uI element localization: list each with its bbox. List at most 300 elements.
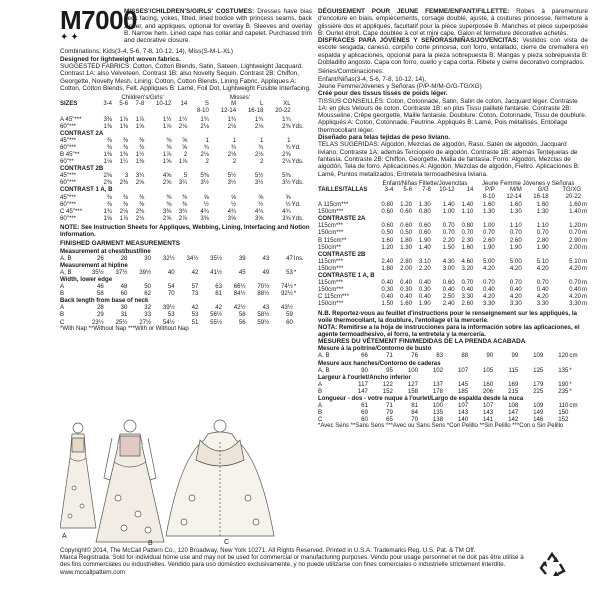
yardage-value: 2.90 <box>569 236 581 244</box>
yardage-value: ½ <box>203 200 209 208</box>
yardage-value: 5 <box>183 172 188 180</box>
measure-value: 30 <box>120 304 128 312</box>
difficulty-stars: ✦✦ <box>60 32 81 43</box>
footnote-en: *With Nap **Without Nap ***With or Without Nap <box>60 325 189 332</box>
yardage-value: 2⅛ <box>254 151 264 159</box>
cree-line: Créé pour des tissus tissés de poids léger. <box>318 90 448 98</box>
yardage-value: ⅜ <box>139 143 145 151</box>
row-label: A <box>60 304 65 312</box>
measure-value: 137 <box>432 380 444 388</box>
measure-value: 39½ <box>162 304 175 312</box>
unit-label: Yds. <box>291 158 304 166</box>
size-sub <box>172 108 188 115</box>
finished-measurements-title-en: FINISHED GARMENT MEASUREMENTS <box>60 240 181 248</box>
yardage-value: 1⅛ <box>103 158 112 166</box>
measure-value: 41½ <box>210 268 222 276</box>
section-label: CONTRASTE 2B <box>318 250 366 258</box>
row-label: 60"*** <box>60 179 77 187</box>
unit-label <box>294 311 312 318</box>
measure-value: 59 <box>286 311 293 319</box>
row-label: 60"** <box>60 158 74 166</box>
yardage-value: 2.60 <box>509 236 522 244</box>
measure-value: 76 <box>411 352 419 360</box>
measure-value: 50 <box>144 283 152 291</box>
yardage-value: ⅜ <box>122 136 129 144</box>
yardage-value: 2⅛ <box>135 214 145 222</box>
measure-value: 56½ <box>210 311 222 319</box>
yardage-value: 0.40 <box>461 286 474 294</box>
measure-value: 43 <box>262 254 270 262</box>
sizes-header-row <box>318 187 588 194</box>
unit-label <box>292 116 312 123</box>
unit-label: Yd. <box>291 143 301 151</box>
size-header: 7-8 <box>135 101 145 108</box>
size-header: 10-12 <box>156 101 172 108</box>
measure-value: 122 <box>382 380 393 388</box>
yardage-value: 3¼ <box>135 172 145 180</box>
disenado-line: Diseñado para telas tejidas de peso liviano. <box>318 134 451 142</box>
yardage-value: 1½ <box>162 115 172 123</box>
row-label: A, B <box>60 254 72 262</box>
size-header: P/P <box>485 186 495 193</box>
yardage-value: 1.20 <box>381 243 394 251</box>
measure-value: 100 <box>432 402 444 410</box>
yardage-value: 0.40 <box>482 286 495 294</box>
yardage-value: 2.30 <box>461 236 474 244</box>
unit-label: cm <box>569 352 578 360</box>
measure-value: 35½ <box>210 254 222 262</box>
row-label: B <box>60 311 65 319</box>
measure-value: 109 <box>533 402 544 410</box>
yardage-value: 1.80 <box>400 236 413 244</box>
yardage-value: 1.30 <box>536 208 549 216</box>
yardage-value: 0.70 <box>442 222 455 230</box>
section-label: CONTRAST 2A <box>60 129 104 137</box>
measure-value: 81 <box>215 290 222 298</box>
size-header: M/M <box>510 186 522 193</box>
yardage-value: 1.10 <box>509 222 522 230</box>
section-label: CONTRASTE 2A <box>318 215 366 223</box>
size-header: M <box>231 101 237 108</box>
unit-label: * <box>569 366 572 374</box>
yardage-value: 0.70 <box>482 229 495 237</box>
size-sub <box>145 108 172 115</box>
section-row <box>60 130 312 137</box>
measure-value: 45 <box>238 268 246 276</box>
yardage-value: ⅜ <box>122 143 129 151</box>
measure-value: 179 <box>533 380 544 388</box>
yardage-value: ⅜ <box>139 136 145 144</box>
yardage-value: ⅜ <box>122 193 129 201</box>
measure-value: 147 <box>357 387 368 395</box>
measure-value: 53 <box>286 268 293 276</box>
measure-value: 54 <box>167 283 175 291</box>
blank-cell <box>292 94 312 101</box>
yardage-value: 0.40 <box>381 279 394 287</box>
size-sub <box>394 194 413 201</box>
yardage-value: 0.60 <box>381 208 394 216</box>
yardage-value: 1.60 <box>569 201 581 209</box>
yardage-value: 0.60 <box>442 279 455 287</box>
yardage-value: 2⅜ <box>135 207 145 215</box>
measure-title: Measurement at chest/bust/line <box>60 247 151 255</box>
yardage-value: ⅝ <box>285 193 291 201</box>
measure-value: 71 <box>386 402 393 410</box>
measure-title: Back length from base of neck <box>60 297 149 305</box>
measure-value: 42½ <box>233 304 246 312</box>
measure-value: 190 <box>558 380 569 388</box>
measure-value: 84½ <box>233 290 246 298</box>
measure-value: 99 <box>511 352 519 360</box>
yardage-value: 4.20 <box>536 264 549 272</box>
yardage-value: 0.40 <box>509 286 522 294</box>
yardage-value: 1¾ <box>200 115 209 123</box>
measure-value: 150 <box>558 409 569 417</box>
section-row <box>318 215 588 222</box>
unit-label: m <box>582 222 588 230</box>
row-label: B 45"** <box>60 151 80 159</box>
yardage-value: 4⅝ <box>162 172 172 180</box>
group-kids-label: Children's/Girls' <box>121 94 164 102</box>
yardage-row <box>60 215 312 222</box>
size-sub <box>456 194 475 201</box>
yardage-value: 0.40 <box>418 279 431 287</box>
yardage-value: 0.70 <box>482 279 495 287</box>
measure-value: 185 <box>457 387 469 395</box>
measure-value: 149 <box>533 409 544 417</box>
yardage-value: ⅝ <box>231 193 237 201</box>
measure-value: 69 <box>361 409 368 417</box>
measure-value: 169 <box>508 380 519 388</box>
blank-cell <box>60 94 97 101</box>
yardage-row <box>318 237 588 244</box>
yardage-value: 3.00 <box>442 264 455 272</box>
measure-value: 152 <box>382 387 393 395</box>
measure-value: 58 <box>238 311 246 319</box>
measure-value: 160 <box>483 380 494 388</box>
measure-value: 32½ <box>162 254 175 262</box>
yardage-value: 1.30 <box>482 208 495 216</box>
measure-row <box>318 409 588 416</box>
yardage-value: 1⅞ <box>162 151 172 159</box>
yardage-value: 0.70 <box>509 279 522 287</box>
yardage-row <box>318 229 588 236</box>
yardage-value: 2⅝ <box>103 172 112 180</box>
yardage-value: 1.00 <box>482 222 495 230</box>
yardage-value: 0.60 <box>381 222 394 230</box>
size-header: S <box>204 101 209 108</box>
yardage-value: 2⅜ <box>282 122 291 130</box>
size-sub <box>413 194 432 201</box>
dress-a-drawing <box>60 423 96 528</box>
yardage-value: 2⅛ <box>282 158 291 166</box>
row-label: 60"*** <box>60 143 77 151</box>
row-label: 115cm*** <box>318 257 343 265</box>
yardage-value: 0.80 <box>381 201 394 209</box>
measure-row <box>60 319 312 326</box>
unit-label <box>292 208 312 215</box>
yardage-value: 1.90 <box>482 243 495 251</box>
unit-label: * <box>569 380 572 388</box>
yardage-value: 0.40 <box>400 279 413 287</box>
yardage-value: 0.70 <box>442 229 455 237</box>
yardage-value: ⅜ <box>106 136 112 144</box>
desc-en-text: Dresses have bias neck facing, yokes, fitted, lined bodice with princess seams, back zipper, and appliques, optional for overlay B. Sleeves and overlay B. Narrow hem. Lined cape has collar and capelet. Purchased trim and decorative closure. <box>124 8 312 45</box>
measure-value: 107 <box>483 402 494 410</box>
row-label: 150cm*** <box>318 229 344 237</box>
yardage-value: ⅜ <box>106 143 112 151</box>
measure-row <box>318 402 588 409</box>
yardage-value: ¾ <box>231 143 237 151</box>
title-fr: DÉGUISEMENT POUR JEUNE FEMME/ENFANT/FILLETTE: <box>318 8 510 15</box>
yardage-value: 1.60 <box>482 201 495 209</box>
yardage-value: ⅝ <box>258 193 264 201</box>
yardage-row <box>318 258 588 265</box>
row-label: 60"*** <box>60 200 77 208</box>
row-label: 60"*** <box>60 214 77 222</box>
measure-title-row <box>318 374 588 381</box>
row-label: A <box>318 380 323 388</box>
measure-value: 29 <box>97 311 104 319</box>
series-label: Séries/Combinaciones: <box>318 68 384 76</box>
yardage-value: 2.60 <box>482 236 495 244</box>
yardage-value: ⅜ <box>122 200 129 208</box>
section-row <box>318 251 588 258</box>
measure-value: 27½ <box>139 318 152 326</box>
yardage-value: 3⅝ <box>282 214 291 222</box>
measure-value: 56 <box>238 318 246 326</box>
measure-value: 61 <box>361 402 368 410</box>
yardage-value: 2⅜ <box>119 179 129 187</box>
yardage-value: 1.60 <box>509 201 522 209</box>
measure-value: 37½ <box>115 268 128 276</box>
yardage-value: 3.30 <box>536 300 549 308</box>
measure-value: 127 <box>407 380 419 388</box>
yardage-value: 4¾ <box>227 207 237 215</box>
measure-value: 110 <box>558 402 569 410</box>
row-label: A, B <box>60 268 72 276</box>
group-header-row <box>60 94 312 101</box>
yardage-row <box>318 293 588 300</box>
yardage-value: 1⅝ <box>162 158 172 166</box>
yardage-value: 1.90 <box>418 300 431 308</box>
yardage-value: 4¾ <box>200 207 209 215</box>
title-en: MISSES'/CHILDREN'S/GIRLS' COSTUMES: <box>124 8 255 15</box>
yardage-value: 3.30 <box>569 300 581 308</box>
unit-label <box>294 319 312 326</box>
measure-value: 54½ <box>162 318 175 326</box>
yardage-value: ⅜ <box>182 193 188 201</box>
yardage-value: 1⅞ <box>119 214 129 222</box>
measure-value: 70½ <box>257 283 270 291</box>
yardage-value: 3⅜ <box>162 207 172 215</box>
yardage-value: 2.80 <box>536 236 549 244</box>
row-label: C 45"*** <box>60 207 83 215</box>
unit-label <box>569 416 588 423</box>
english-column <box>60 5 312 333</box>
yardage-value: 3½ <box>200 179 209 187</box>
yardage-value: 2.00 <box>569 243 581 251</box>
section-label: CONTRAST 2B <box>60 165 104 173</box>
sizes-sub-row <box>60 108 312 115</box>
footer <box>60 547 530 576</box>
yardage-value: 1⅞ <box>135 115 145 123</box>
yardage-value: 0.40 <box>381 293 394 301</box>
row-label: 150cm*** <box>318 286 344 294</box>
measure-value: 25½ <box>115 318 128 326</box>
label-a: A <box>62 533 67 540</box>
yardage-value: ⅜ <box>106 200 112 208</box>
row-label: A 115cm*** <box>318 201 349 209</box>
pattern-number: M7000 <box>60 5 137 35</box>
size-header: 5-6 <box>403 186 413 193</box>
yardage-row <box>60 123 312 130</box>
measure-row <box>318 367 588 374</box>
measure-value: 135 <box>558 366 569 374</box>
yardage-value: 1⅞ <box>119 115 129 123</box>
measure-value: 28 <box>120 254 128 262</box>
row-label: A 45"*** <box>60 115 82 123</box>
yardage-value: 2⅛ <box>254 122 264 130</box>
yardage-value: 2.20 <box>442 236 455 244</box>
unit-label: m <box>582 208 588 216</box>
size-header: XL <box>283 101 291 108</box>
yardage-value: 3½ <box>254 179 264 187</box>
yardage-row <box>60 194 312 201</box>
row-label: B <box>318 387 323 395</box>
yardage-value: 4.30 <box>442 257 455 265</box>
note-en: NOTE: See Instruction Sheets for Appliques, Webbing, Lining, Interfacing and Notion Information. <box>60 223 310 239</box>
row-label: B <box>60 290 65 298</box>
yardage-value: 3 <box>124 172 129 180</box>
yardage-value: 3.20 <box>461 264 474 272</box>
blank-cell <box>582 194 588 201</box>
unit-label: m <box>582 236 588 244</box>
yardage-row <box>318 286 588 293</box>
yardage-value: ½ <box>231 200 237 208</box>
yardage-value: 1.20 <box>569 222 581 230</box>
telas-sugeridas: TELAS SUGERIDAS: Algodón, Mezclas de algodón, Raso, Satén de algodón, Jacquard liviano. Contraste 1A: además Terciopelo de algodón. Contraste 1B: además Tentejuelas de fantasía. Contraste 2B: Chiffon, Georgette, Malla de fantasía. Forro: Algodón, Mezclas de algodón, Tela de forro. Aplicaciones A: Algodón, Mezclas de algodón, Fieltro. Aplicaciones B: Lamé, Puntos metalizados, Entretela termoadhesiva liviana. <box>318 141 580 178</box>
measure-title-row <box>60 248 312 255</box>
measure-value: 31 <box>120 311 128 319</box>
measure-value: 115 <box>508 366 519 374</box>
footnote-fr: *Avec Sens **Sans Sens ***Avec ou Sans Sens *Con Pelillo **Sin Pelillo ***Con o Sin Pelillo <box>318 423 564 430</box>
title-es: DISFRACES PARA JÓVENES Y SEÑORAS/NIÑAS/JOVENCITAS: <box>318 37 519 45</box>
yardage-value: 1.90 <box>536 243 549 251</box>
group-miss-label: Jeune Femme Jóvenes y Señoras <box>481 179 575 187</box>
measure-value: 95 <box>386 366 393 374</box>
yardage-value: 1 <box>232 136 237 144</box>
measure-value: 30 <box>144 254 152 262</box>
yardage-value: 0.60 <box>400 222 413 230</box>
measure-value: 215 <box>508 387 519 395</box>
measure-value: 158 <box>407 387 419 395</box>
blank-cell <box>318 180 376 187</box>
cape-c-drawing <box>166 420 274 536</box>
measure-title-row <box>60 297 312 304</box>
measure-value: 66½ <box>233 283 246 291</box>
yardage-value: 1.60 <box>400 300 413 308</box>
measure-title-row <box>60 262 312 269</box>
size-sub: 20-22 <box>275 108 291 115</box>
blank-cell <box>582 187 588 194</box>
blank-cell <box>292 108 312 115</box>
size-sub: 16-18 <box>533 194 549 201</box>
row-label: C <box>318 416 323 424</box>
yardage-value: 1¾ <box>254 115 264 123</box>
measure-value: 28 <box>97 304 104 312</box>
measure-value: 66 <box>361 352 368 360</box>
yardage-value: 3.30 <box>461 293 474 301</box>
size-sub <box>376 194 395 201</box>
row-label: 45"*** <box>60 193 77 201</box>
measure-title: Largeur à l'ourlet/Ancho inferior <box>318 373 411 381</box>
suggested-fabrics-en: SUGGESTED FABRICS: Cotton, Cotton Blends, Satin, Sateen, Lightweight Jacquard. Contrast 1A: also Velveteen. Contrast 1B: also Novelty Sequin. Contrast 2B: Chiffon, Georgette, Novelty Mesh. Lining: Cotton, Cotton Blends, Lining Fabric. Appliques A: Cotton, Cotton Blends, Felt. Appliques B: Lamé, Foil Dot, Lightweight Fusible Interfacing. <box>60 63 311 92</box>
desc-fr-text: Robes à parementure d'encolure en biais, empiècements, corsage doublé, ajusté, à coutures princesse, fermeture à glissière dos et appliqués, facultatif pour la pièce superposée B. Manches et pièce superposée B: Ourlet étroit. Cape doublée à col et mini cape. Galon et fermeture décorative achetés. <box>318 8 588 37</box>
size-sub: 8-10 <box>196 108 209 115</box>
yardage-value: 1¼ <box>119 158 129 166</box>
measure-value: 62 <box>144 290 152 298</box>
measure-value: 42 <box>191 268 199 276</box>
measurements-table-fr <box>318 345 588 423</box>
row-label: C <box>60 318 65 326</box>
group-miss-label: Misses' <box>229 94 250 102</box>
yardage-value: 0.60 <box>418 229 431 237</box>
yardage-value: 5.10 <box>536 257 549 265</box>
unit-label: * <box>569 387 572 395</box>
measure-value: 46 <box>97 283 104 291</box>
row-label: 150cm** <box>318 243 342 251</box>
measure-value: 84 <box>411 409 419 417</box>
yardage-row <box>318 244 588 251</box>
measure-row <box>60 290 312 297</box>
measure-value: 100 <box>407 366 419 374</box>
yardage-value: ½ <box>258 200 264 208</box>
yardage-value: 0.40 <box>536 286 549 294</box>
yardage-value: 1.90 <box>509 243 522 251</box>
description-en <box>124 8 312 44</box>
yardage-value: 5½ <box>227 172 237 180</box>
size-header: TG/XG <box>562 186 581 193</box>
row-label: 115cm*** <box>318 222 343 230</box>
blank-cell <box>582 180 588 187</box>
measure-value: 55½ <box>210 318 222 326</box>
recycle-icon <box>538 552 568 582</box>
yardage-value: 4.20 <box>482 264 495 272</box>
yardage-value: 1.30 <box>418 201 431 209</box>
description-es <box>318 37 588 66</box>
yardage-value: 0.70 <box>509 229 522 237</box>
yardage-value: 0.40 <box>569 286 581 294</box>
yardage-value: ⅝ <box>182 136 188 144</box>
yardage-value: ⅜ <box>166 200 172 208</box>
measurements-table-en <box>60 248 312 326</box>
yardage-value: 1⅜ <box>103 122 112 130</box>
yardage-value: 2 <box>183 151 188 159</box>
measure-value: 58½ <box>257 311 270 319</box>
yardage-value: ⅝ <box>203 193 209 201</box>
group-header-row <box>318 180 588 187</box>
yardage-value: 1½ <box>178 115 188 123</box>
yardage-value: 1⅜ <box>119 151 129 159</box>
yardage-value: ⅜ <box>182 200 188 208</box>
measure-value: 35½ <box>91 268 104 276</box>
size-sub: 20-22 <box>565 194 581 201</box>
yardage-value: 0.60 <box>418 222 431 230</box>
measure-value: 73 <box>191 290 199 298</box>
yardage-value: ¾ <box>285 143 291 151</box>
size-sub <box>97 108 113 115</box>
